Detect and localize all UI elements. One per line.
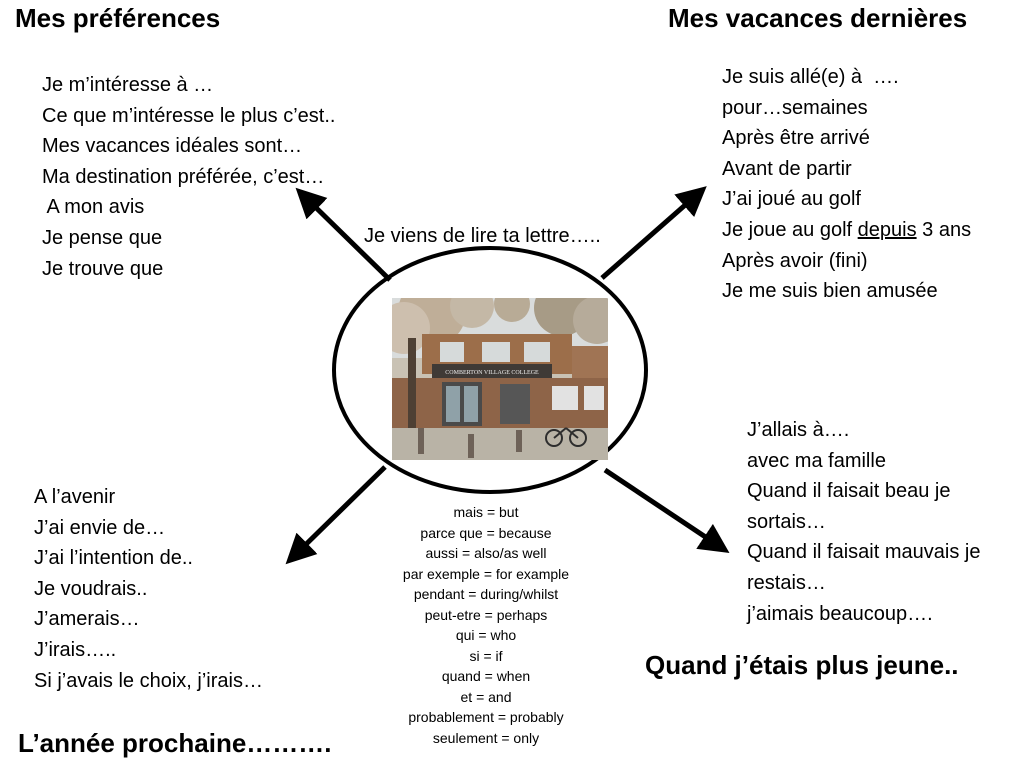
list-item: J’amerais…: [34, 608, 140, 631]
vocab-item: parce que = because: [420, 524, 552, 541]
when-younger-list: [747, 415, 980, 629]
list-item: Après avoir (fini): [722, 249, 868, 272]
vocab-item: peut-etre = perhaps: [424, 606, 548, 623]
vocab-item: probablement = probably: [408, 709, 564, 725]
list-item-golf: [722, 215, 971, 246]
list-item: Ce que m’intéresse le plus c’est..: [42, 104, 336, 127]
college-photo: [392, 298, 608, 460]
list-item: j’aimais beaucoup….: [747, 602, 933, 625]
vocab-item: qui = who: [455, 627, 517, 643]
list-item: Si j’avais le choix, j’irais…: [34, 669, 263, 692]
list-item: Quand il faisait beau je: [747, 480, 951, 503]
list-item: J’ai joué au golf: [722, 188, 861, 211]
list-item: Je trouve que: [42, 257, 164, 280]
vocab-item: si = if: [469, 647, 503, 664]
heading-preferences: Mes préférences: [15, 3, 221, 33]
center-text: Je viens de lire ta lettre…..: [364, 225, 601, 247]
preferences-list: [42, 70, 335, 284]
list-item: Je voudrais..: [34, 577, 148, 600]
list-item: Je suis allé(e) à ….: [722, 66, 899, 88]
arrow-bottom-left: [292, 467, 385, 558]
photo-sign: COMBERTON VILLAGE COLLEGE: [445, 370, 539, 376]
list-item: J’ai l’intention de..: [34, 547, 193, 570]
list-item: Ma destination préférée, c’est…: [42, 165, 325, 188]
arrow-bottom-right: [605, 470, 722, 548]
golf-text-end: 3 ans: [916, 218, 972, 241]
heading-last-holidays: Mes vacances dernières: [668, 3, 968, 33]
list-item: J’ai envie de…: [34, 516, 166, 539]
list-item: restais…: [747, 571, 826, 594]
vocab-list: [376, 502, 596, 748]
vocab-item: et = and: [460, 688, 512, 705]
vocab-item: par exemple = for example: [402, 565, 570, 582]
golf-text-start: Je joue au golf: [722, 218, 858, 241]
list-item: Après être arrivé: [722, 127, 870, 150]
list-item: A mon avis: [42, 196, 145, 219]
list-item: Mes vacances idéales sont…: [42, 135, 303, 158]
list-item: Avant de partir: [722, 157, 852, 180]
vocab-item: seulement = only: [432, 729, 540, 746]
list-item: pour…semaines: [722, 96, 868, 119]
list-item: Je pense que: [42, 226, 163, 249]
vocab-item: mais = but: [453, 504, 519, 520]
list-item: Quand il faisait mauvais je: [747, 541, 981, 564]
golf-text-underlined: depuis: [857, 218, 917, 241]
last-holidays-list: [722, 62, 971, 307]
heading-when-younger: Quand j’étais plus jeune..: [645, 650, 959, 680]
heading-next-year: L’année prochaine……….: [18, 728, 332, 758]
arrow-top-right: [602, 192, 700, 278]
list-item: J’allais à….: [747, 419, 850, 441]
list-item: J’irais…..: [34, 638, 117, 661]
list-item: sortais…: [747, 510, 826, 533]
list-item: avec ma famille: [747, 449, 886, 472]
list-item: Je me suis bien amusée: [722, 280, 938, 303]
vocab-item: aussi = also/as well: [425, 545, 547, 561]
vocab-item: pendant = during/whilst: [413, 586, 559, 602]
vocab-item: quand = when: [441, 668, 531, 684]
list-item: A l’avenir: [34, 486, 116, 508]
list-item: Je m’intéresse à …: [42, 74, 214, 96]
next-year-list: [34, 482, 263, 696]
